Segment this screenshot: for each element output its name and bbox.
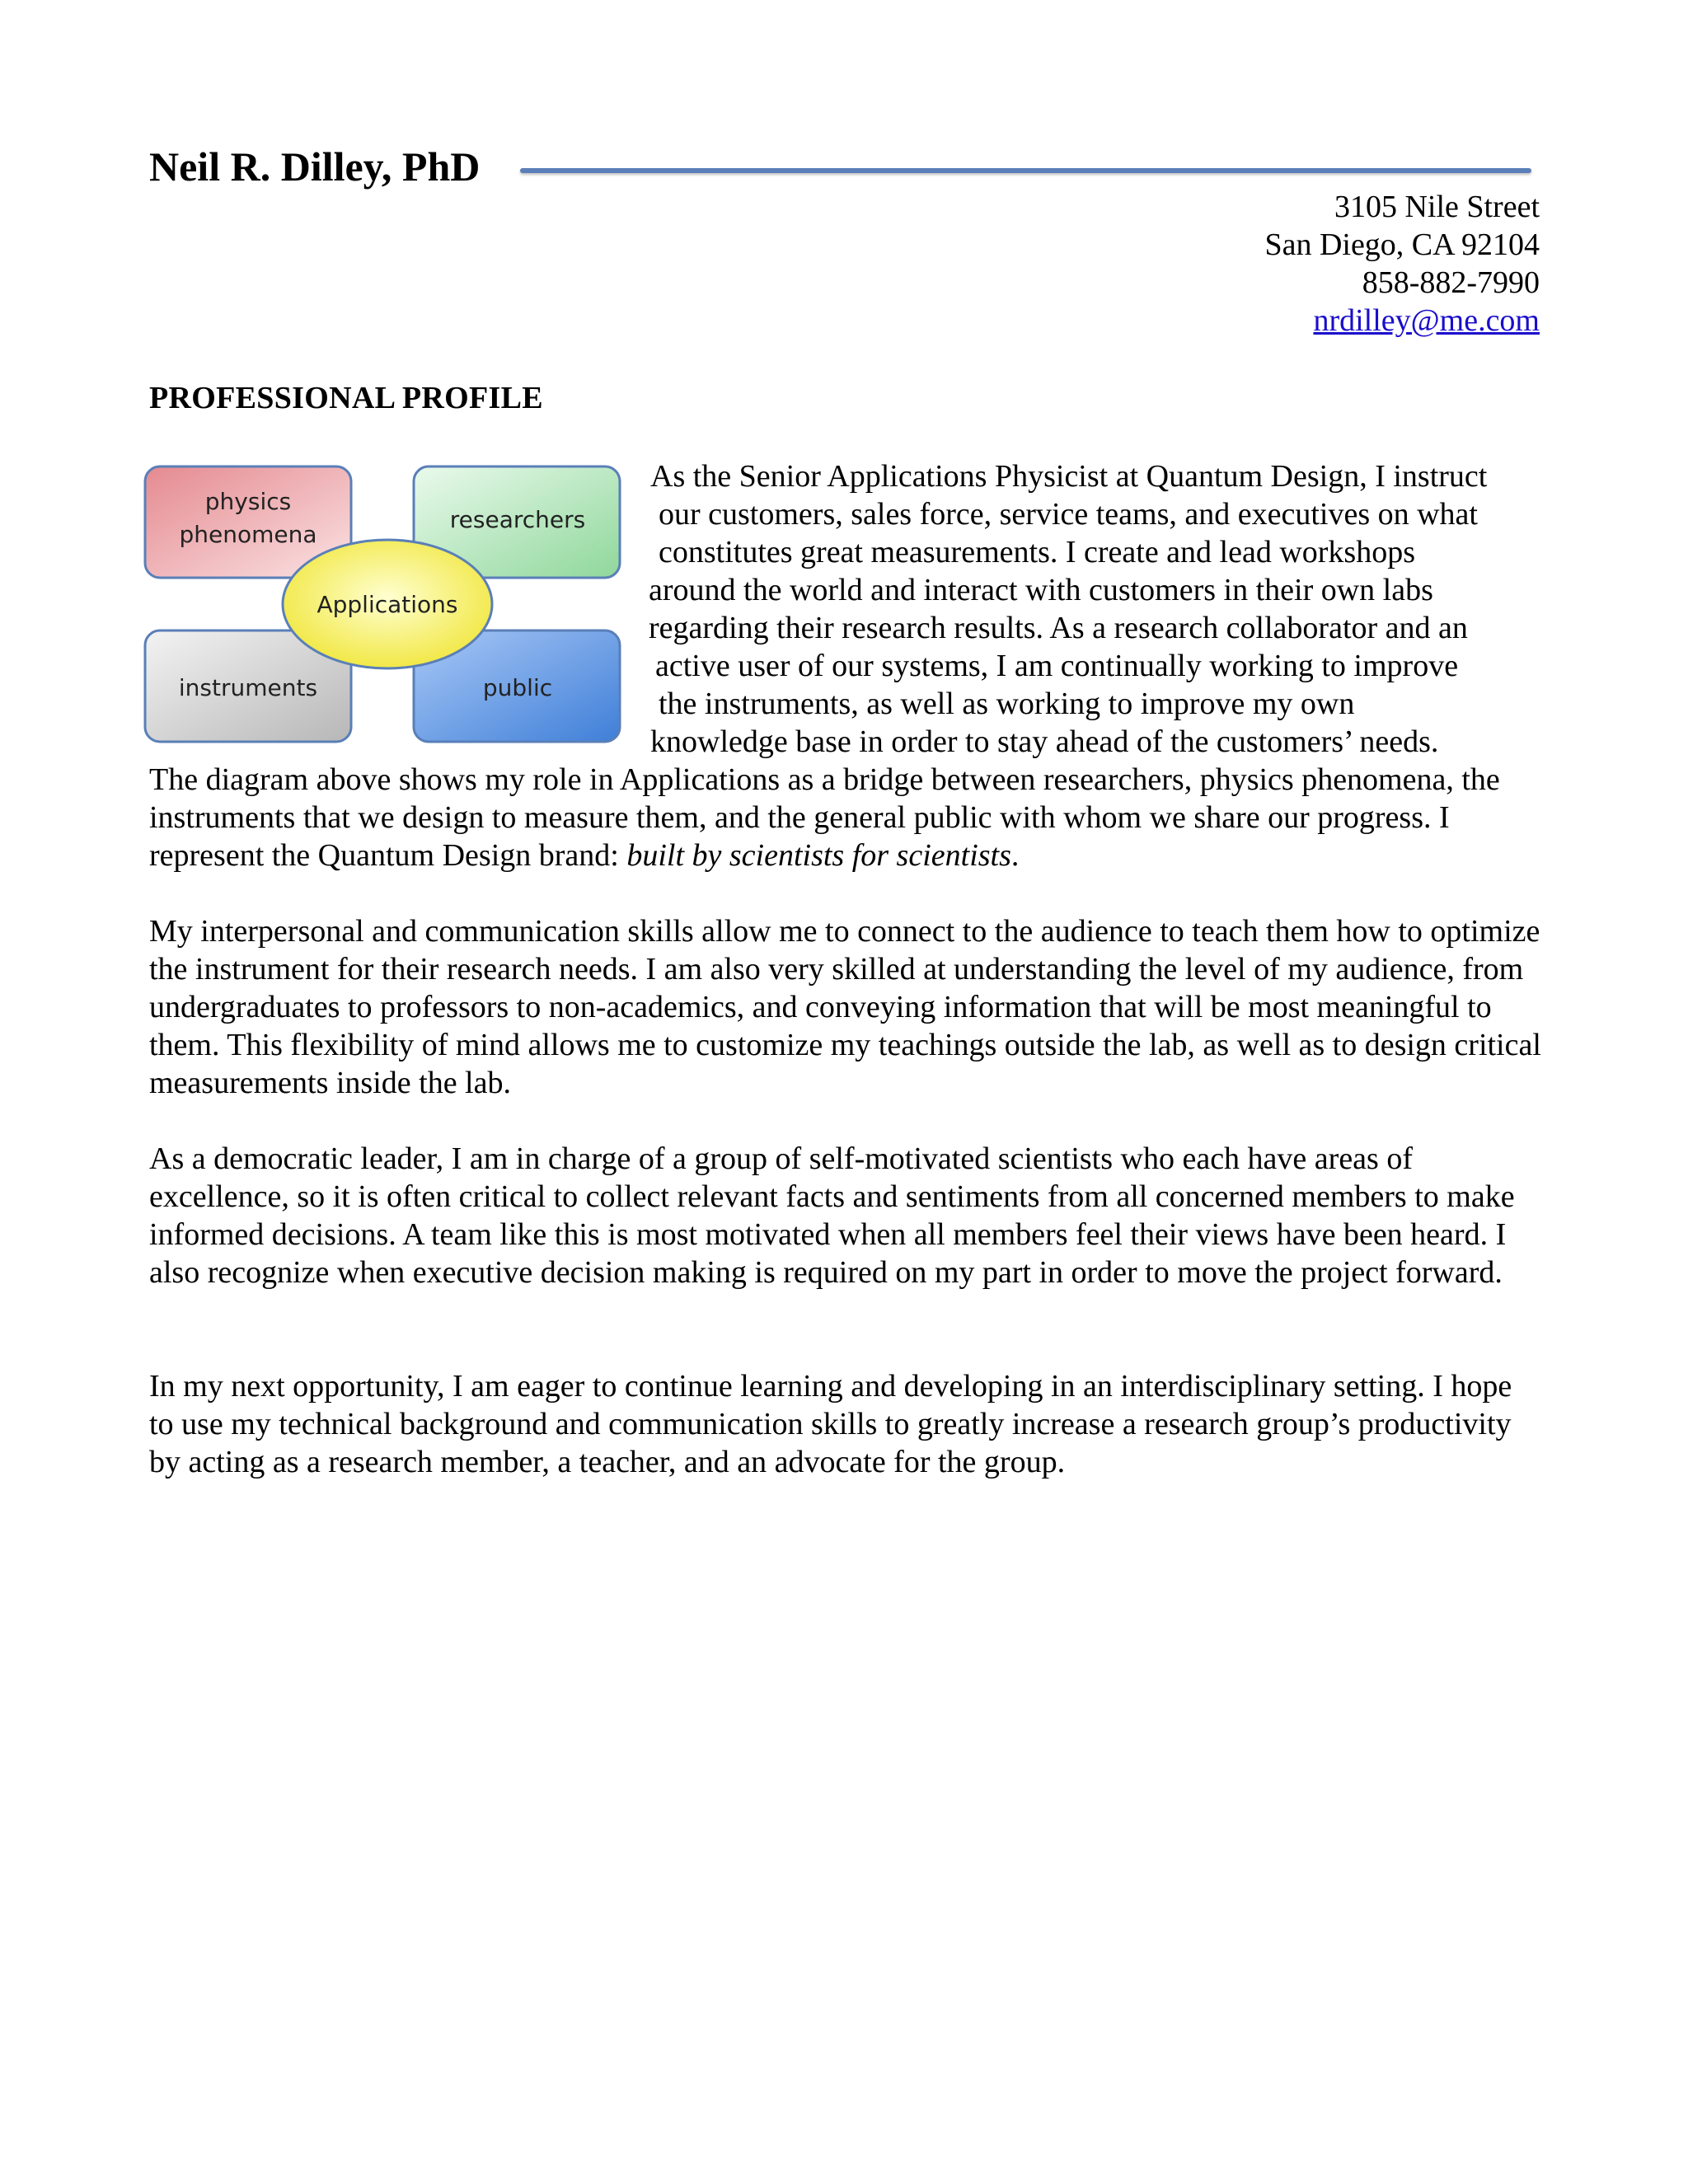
contact-street: 3105 Nile Street <box>1334 190 1540 224</box>
brand-tagline-end: . <box>1010 838 1020 873</box>
applications-diagram <box>140 462 626 750</box>
diagram-box-physics-label-1: physics <box>204 488 292 515</box>
intro-line-5: regarding their research results. As a research collaborator and an <box>649 611 1468 645</box>
diagram-box-researchers-label: researchers <box>449 506 586 533</box>
profile-paragraph-leadership: As a democratic leader, I am in charge of a group of self-motivated scientists who each have areas of excellence, so it is often critical to collect relevant facts and sentiments from all concerned members to make informed decisions. A team like this is most motivated when all members feel their views have been heard. I also recognize when executive decision making is required on my part in order to move the project forward. <box>149 1141 1515 1290</box>
contact-block <box>1264 188 1540 340</box>
person-name: Neil R. Dilley, PhD <box>149 143 481 190</box>
resume-header <box>149 142 1542 191</box>
intro-line-1: As the Senior Applications Physicist at Quantum Design, I instruct <box>650 459 1488 494</box>
header-rule <box>520 168 1531 173</box>
profile-paragraph-intro-continued <box>149 761 1542 874</box>
diagram-center-applications <box>283 540 492 668</box>
diagram-box-instruments-label: instruments <box>178 674 318 701</box>
intro-line-8: knowledge base in order to stay ahead of the customers’ needs. <box>650 724 1439 759</box>
intro-line-4: around the world and interact with customers in their own labs <box>649 573 1433 607</box>
brand-tagline: built by scientists for scientists <box>626 838 1011 873</box>
contact-city: San Diego, CA 92104 <box>1264 227 1540 262</box>
diagram-center-label: Applications <box>316 591 458 618</box>
intro-line-3: constitutes great measurements. I create and lead workshops <box>659 535 1416 569</box>
profile-paragraph-next-opportunity: In my next opportunity, I am eager to continue learning and developing in an interdisciplinary setting. I hope to use my technical background and communication skills to greatly increase a research group’s productivity by acting as a research member, a teacher, and an advocate for the group. <box>149 1369 1512 1479</box>
intro-continued-text: The diagram above shows my role in Applications as a bridge between researchers, physics phenomena, the instruments that we design to measure them, and the general public with whom we share our progress. I represent the Quantum Design brand: <box>149 762 1500 873</box>
diagram-box-physics-label-2: phenomena <box>179 521 317 548</box>
intro-line-6: active user of our systems, I am continually working to improve <box>655 649 1459 683</box>
contact-phone: 858-882-7990 <box>1362 265 1540 300</box>
contact-email-link[interactable]: nrdilley@me.com <box>1313 303 1540 338</box>
profile-paragraph-communication: My interpersonal and communication skills allow me to connect to the audience to teach them how to optimize the instrument for their research needs. I am also very skilled at understanding the level of my audience, from undergraduates to professors to non-academics, and conveying information that will be most meaningful to them. This flexibility of mind allows me to customize my teachings outside the lab, as well as to design critical measurements inside the lab. <box>149 914 1541 1100</box>
diagram-box-public-label: public <box>482 674 553 701</box>
section-title-professional-profile: PROFESSIONAL PROFILE <box>149 381 543 415</box>
intro-line-7: the instruments, as well as working to improve my own <box>659 687 1355 721</box>
intro-line-2: our customers, sales force, service teams, and executives on what <box>659 497 1478 532</box>
